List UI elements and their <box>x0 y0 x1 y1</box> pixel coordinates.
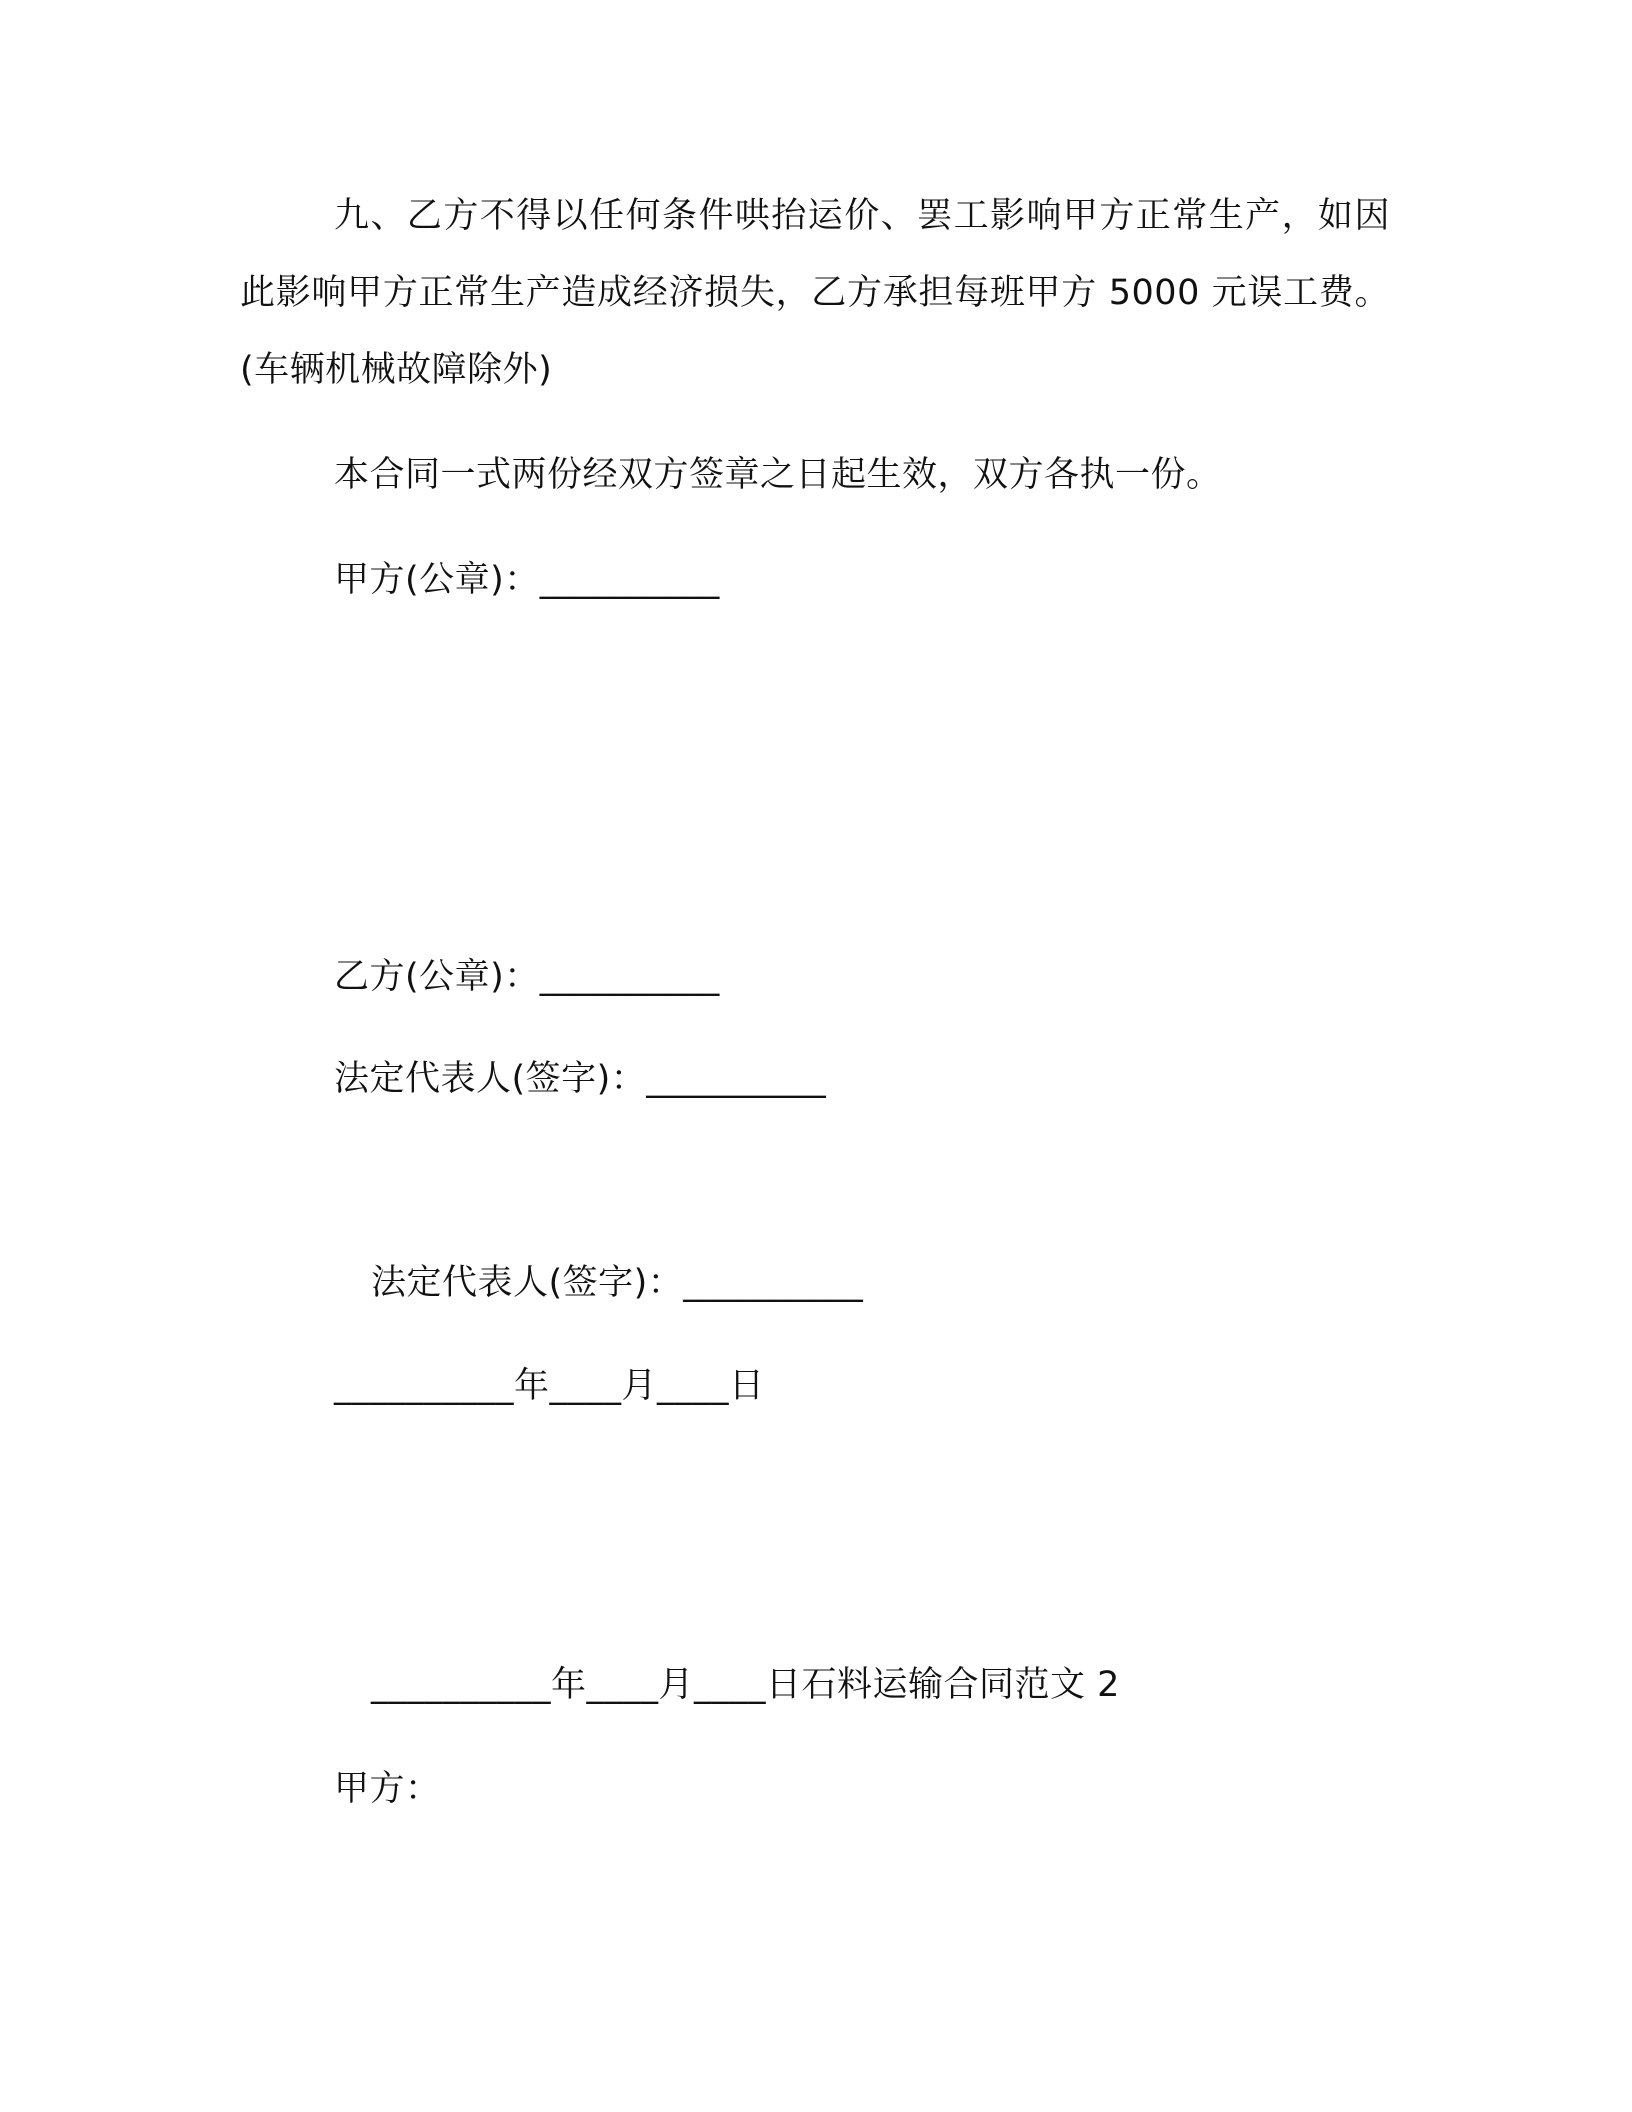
clause-nine-paragraph: 九、乙方不得以任何条件哄抬运价、罢工影响甲方正常生产，如因此影响甲方正常生产造成经济损失，乙方承担每班甲方 5000 元误工费。(车辆机械故障除外) <box>240 196 1390 390</box>
party-a-label: 甲方： <box>334 1769 441 1809</box>
date-title-line: __________年____月____日石料运输合同范文 2 <box>371 1665 1120 1705</box>
legal-rep-signature-line-1: 法定代表人(签字)：__________ <box>334 1059 827 1099</box>
party-b-seal-line: 乙方(公章)：__________ <box>334 957 720 997</box>
party-a-seal-line: 甲方(公章)：__________ <box>334 560 720 600</box>
date-line: __________年____月____日 <box>334 1366 765 1406</box>
legal-rep-signature-line-2: 法定代表人(签字)：__________ <box>371 1263 864 1303</box>
effective-clause: 本合同一式两份经双方签章之日起生效，双方各执一份。 <box>334 455 1222 495</box>
